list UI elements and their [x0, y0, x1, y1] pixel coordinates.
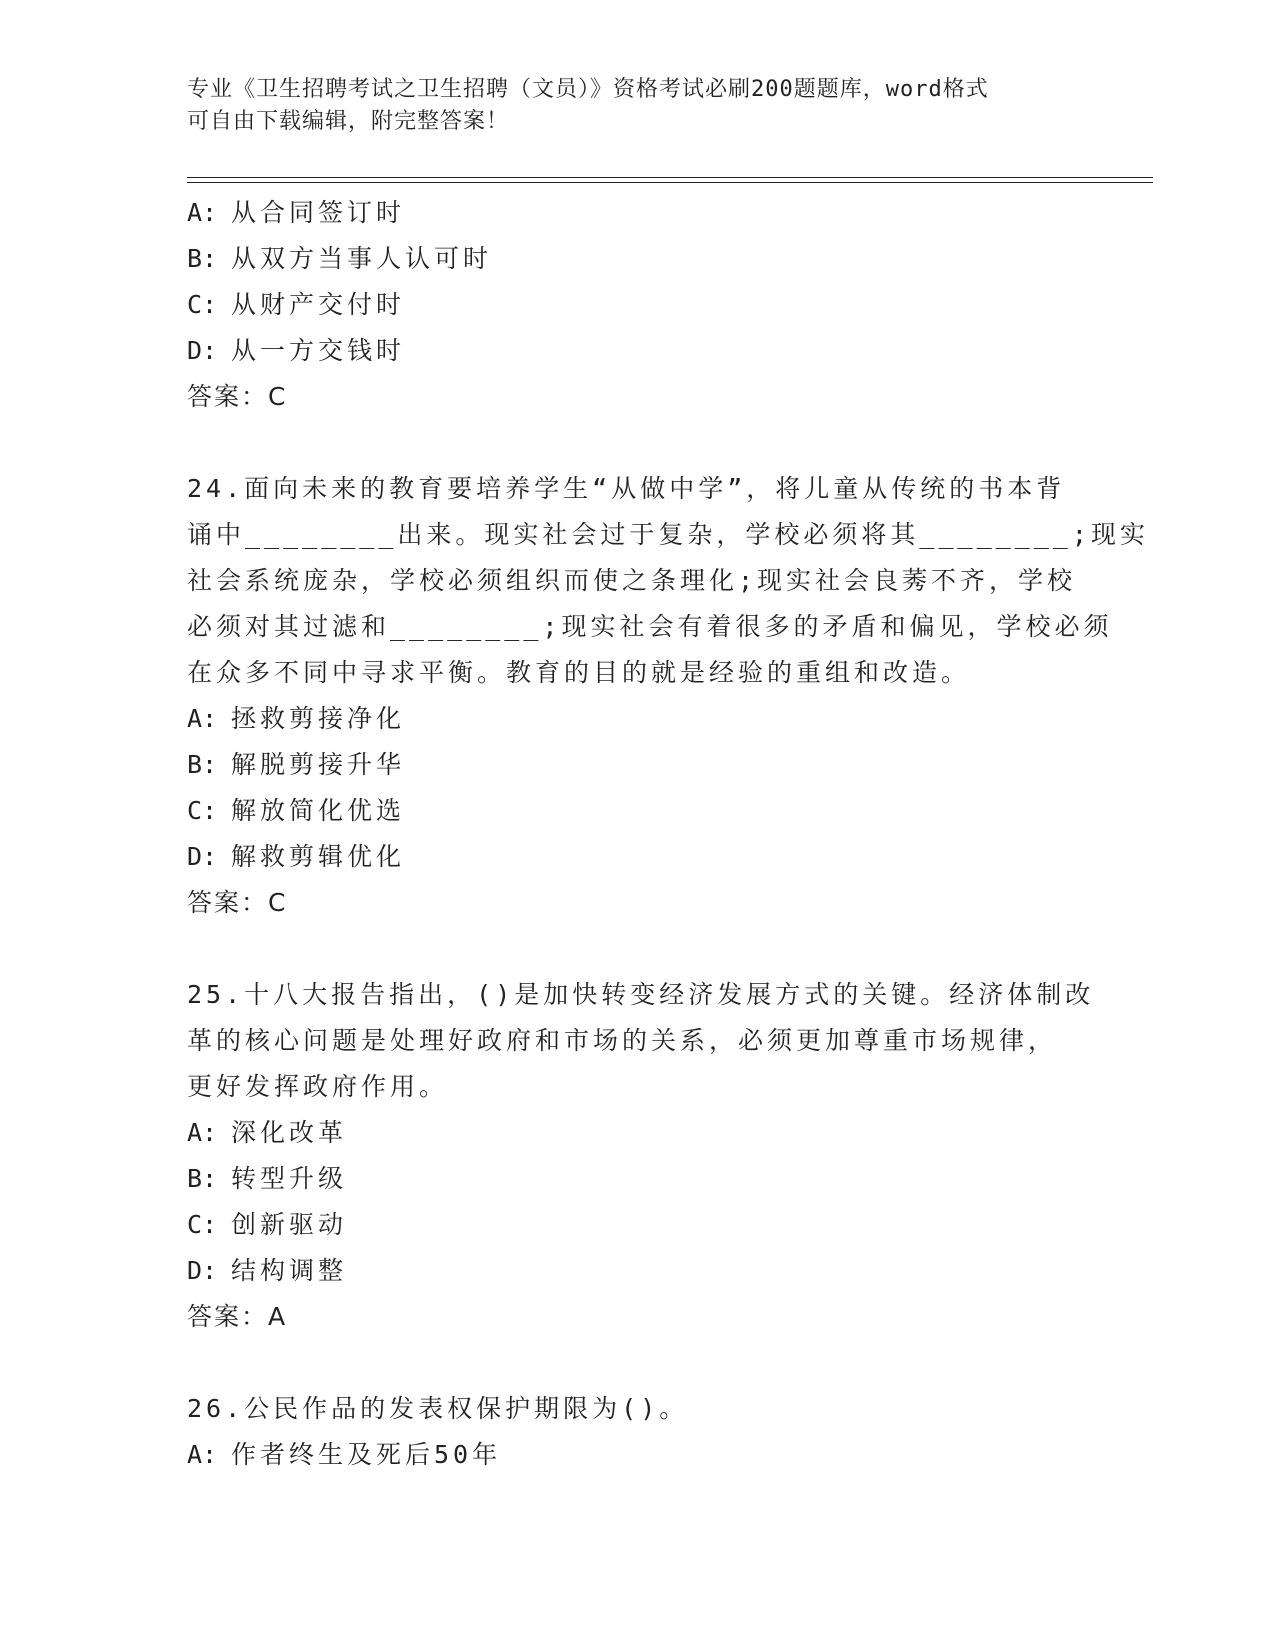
option-letter: A: [187, 704, 218, 733]
option-c [187, 1202, 1067, 1248]
option-b [187, 1156, 1067, 1202]
option-a [187, 696, 1067, 742]
document-page [187, 0, 1147, 1650]
option-text: 创新驱动 [231, 1210, 348, 1239]
option-text: 从双方当事人认可时 [231, 244, 493, 273]
question-23-block [187, 190, 1067, 420]
option-b [187, 236, 1067, 282]
question-text-line: 社会系统庞杂，学校必须组织而使之条理化;现实社会良莠不齐，学校 [187, 566, 1077, 595]
header-title-line-1: 专业《卫生招聘考试之卫生招聘（文员）》资格考试必刷200题题库，word格式 [187, 77, 989, 102]
question-24-block [187, 466, 1149, 926]
question-26-block [187, 1386, 1067, 1478]
option-text: 解放简化优选 [231, 796, 406, 825]
question-text-line: 在众多不同中寻求平衡。教育的目的就是经验的重组和改造。 [187, 658, 971, 687]
option-text: 解脱剪接升华 [231, 750, 406, 779]
option-d [187, 834, 1067, 880]
option-letter: D: [187, 336, 218, 365]
option-c [187, 788, 1067, 834]
option-d [187, 328, 1067, 374]
option-letter: B: [187, 750, 218, 779]
option-a [187, 1432, 1067, 1478]
option-b [187, 742, 1067, 788]
answer-label: 答案：A [187, 1302, 288, 1331]
option-letter: A: [187, 1440, 218, 1469]
option-a [187, 190, 1067, 236]
question-text-line: 25.十八大报告指出，()是加快转变经济发展方式的关键。经济体制改 [187, 980, 1095, 1009]
header-divider [187, 177, 1153, 183]
question-text-line: 26.公民作品的发表权保护期限为()。 [187, 1394, 689, 1423]
option-letter: B: [187, 244, 218, 273]
question-text-line: 革的核心问题是处理好政府和市场的关系，必须更加尊重市场规律， [187, 1026, 1058, 1055]
option-text: 作者终生及死后50年 [231, 1440, 502, 1469]
option-letter: D: [187, 842, 218, 871]
option-letter: A: [187, 198, 218, 227]
option-text: 转型升级 [231, 1164, 348, 1193]
option-letter: B: [187, 1164, 218, 1193]
question-text-line: 必须对其过滤和________;现实社会有着很多的矛盾和偏见，学校必须 [187, 612, 1113, 641]
question-text-line: 诵中________出来。现实社会过于复杂，学校必须将其________;现实 [187, 520, 1149, 549]
option-c [187, 282, 1067, 328]
option-text: 深化改革 [231, 1118, 348, 1147]
question-content [187, 190, 1149, 1478]
option-text: 从一方交钱时 [231, 336, 406, 365]
answer-label: 答案：C [187, 888, 288, 917]
document-header [187, 74, 1087, 138]
option-d [187, 1248, 1067, 1294]
option-letter: D: [187, 1256, 218, 1285]
question-25-block [187, 972, 1095, 1340]
option-a [187, 1110, 1067, 1156]
question-text-line: 更好发挥政府作用。 [187, 1072, 449, 1101]
option-text: 解救剪辑优化 [231, 842, 406, 871]
option-text: 从财产交付时 [231, 290, 406, 319]
header-title-line-2: 可自由下载编辑，附完整答案！ [187, 109, 510, 134]
option-letter: C: [187, 290, 218, 319]
option-letter: C: [187, 1210, 218, 1239]
question-text-line: 24.面向未来的教育要培养学生“从做中学”，将儿童从传统的书本背 [187, 474, 1066, 503]
option-text: 从合同签订时 [231, 198, 406, 227]
option-text: 结构调整 [231, 1256, 348, 1285]
answer-label: 答案：C [187, 382, 288, 411]
option-letter: A: [187, 1118, 218, 1147]
option-text: 拯救剪接净化 [231, 704, 406, 733]
option-letter: C: [187, 796, 218, 825]
